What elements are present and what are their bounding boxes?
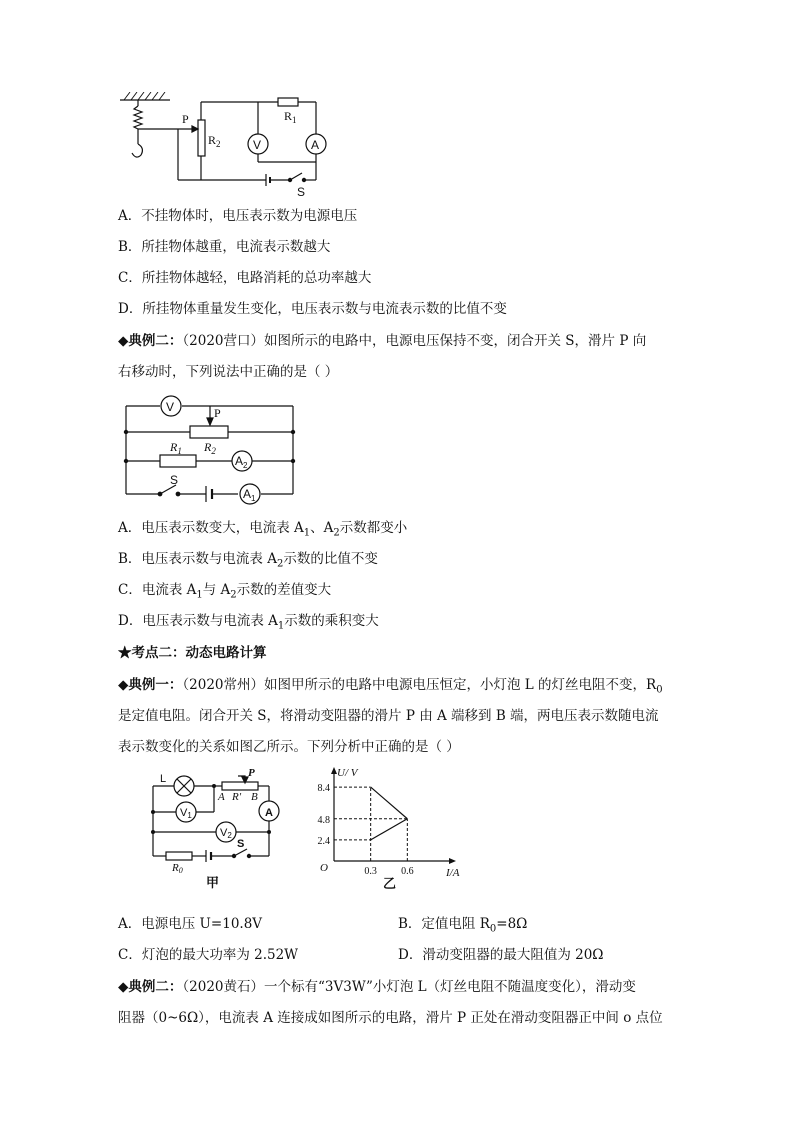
example4-line2: 阻器（0~6Ω），电流表 A 连接成如图所示的电路，滑片 P 正处在滑动变阻器正中间 o 点位 <box>118 1010 663 1026</box>
q1-option-a: A．不挂物体时，电压表示数为电源电压 <box>118 208 358 224</box>
voltmeter-label: V <box>166 400 175 414</box>
q1-option-b: B．所挂物体越重，电流表示数越大 <box>118 239 331 255</box>
x-tick-label: 0.6 <box>401 866 414 877</box>
label-p: P <box>248 767 255 779</box>
label-r1: $R_1$ <box>284 109 297 125</box>
example4-line1: ◆典例二：（2020黄石）一个标有“3V3W”小灯泡 L（灯丝电阻不随温度变化），滑动变 <box>118 979 636 995</box>
y-tick-label: 8.4 <box>317 783 330 795</box>
lamp-label: L <box>160 773 167 785</box>
label-r2: $R_2$ <box>208 133 221 149</box>
series-line-2 <box>371 819 408 840</box>
figure-caption-jia: 甲 <box>206 875 220 890</box>
example3-line3: 表示数变化的关系如图乙所示。下列分析中正确的是（ ） <box>118 739 460 755</box>
q2-option-b: B．电压表示数与电流表 $A_2$示数的比值不变 <box>118 551 378 570</box>
voltmeter-v1-label: V1 <box>180 807 192 820</box>
switch-label: S <box>237 838 245 850</box>
y-axis-label: U/ V <box>337 767 358 779</box>
switch-label: S <box>297 185 306 199</box>
q1-option-c: C．所挂物体越轻，电路消耗的总功率越大 <box>118 270 372 286</box>
q2-option-c: C．电流表 $A_1$与 $A_2$示数的差值变大 <box>118 582 332 601</box>
ammeter-label: A <box>311 138 320 152</box>
section-title: ★考点二：动态电路计算 <box>118 645 267 661</box>
ammeter-a1-label: $A_1$ <box>243 487 256 503</box>
label-p: P <box>214 406 221 420</box>
label-end-a: A <box>218 791 225 803</box>
x-axis-arrow <box>449 858 456 864</box>
ui-graph-chart <box>310 766 470 890</box>
q3-option-c: C．灯泡的最大功率为 2.52W <box>118 947 299 963</box>
q3-option-a: A．电源电压 U=10.8V <box>118 916 263 932</box>
label-r-prime: R′ <box>232 791 242 803</box>
switch-label: S <box>170 473 179 487</box>
x-axis-label: I/A <box>446 867 460 879</box>
circuit-figure-1 <box>118 92 338 200</box>
origin-label: O <box>320 862 328 874</box>
x-tick-label: 0.3 <box>364 866 377 877</box>
label-r0: R0 <box>172 862 183 875</box>
example3-line2: 是定值电阻。闭合开关 S，将滑动变阻器的滑片 P 由 A 端移到 B 端，两电压表示数随电流 <box>118 708 659 724</box>
series-line-1 <box>371 787 408 819</box>
q2-option-d: D．电压表示数与电流表 $A_1$示数的乘积变大 <box>118 613 379 632</box>
voltmeter-v2-label: V2 <box>220 827 232 840</box>
circuit-figure-3 <box>148 766 298 890</box>
ammeter-label: A <box>265 807 273 819</box>
circuit-figure-2 <box>118 392 308 510</box>
ammeter-a2-label: $A_2$ <box>235 454 248 470</box>
example2-line1: ◆典例二：（2020营口）如图所示的电路中，电源电压保持不变，闭合开关 S，滑片 P 向 <box>118 333 647 349</box>
q3-option-d: D．滑动变阻器的最大阻值为 20Ω <box>398 947 604 963</box>
q2-option-a: A．电压表示数变大，电流表 $A_1$、$A_2$示数都变小 <box>118 520 408 539</box>
example2-line2: 右移动时，下列说法中正确的是（ ） <box>118 364 339 380</box>
label-end-b: B <box>251 791 258 803</box>
figure-caption-yi: 乙 <box>383 876 397 890</box>
voltmeter-label: V <box>253 138 262 152</box>
example3-line1: ◆典例一：（2020常州）如图甲所示的电路中电源电压恒定，小灯泡 L 的灯丝电阻不变，$R_0$ <box>118 677 663 696</box>
y-tick-label: 4.8 <box>317 814 330 826</box>
label-p: P <box>182 112 189 126</box>
y-tick-label: 2.4 <box>317 835 330 847</box>
q1-option-d: D．所挂物体重量发生变化，电压表示数与电流表示数的比值不变 <box>118 301 507 317</box>
label-r1: $R_1$ <box>170 440 182 456</box>
q3-option-b: B．定值电阻 $R_0=8\Omega$ <box>398 916 528 935</box>
label-r2: $R_2$ <box>204 440 216 456</box>
